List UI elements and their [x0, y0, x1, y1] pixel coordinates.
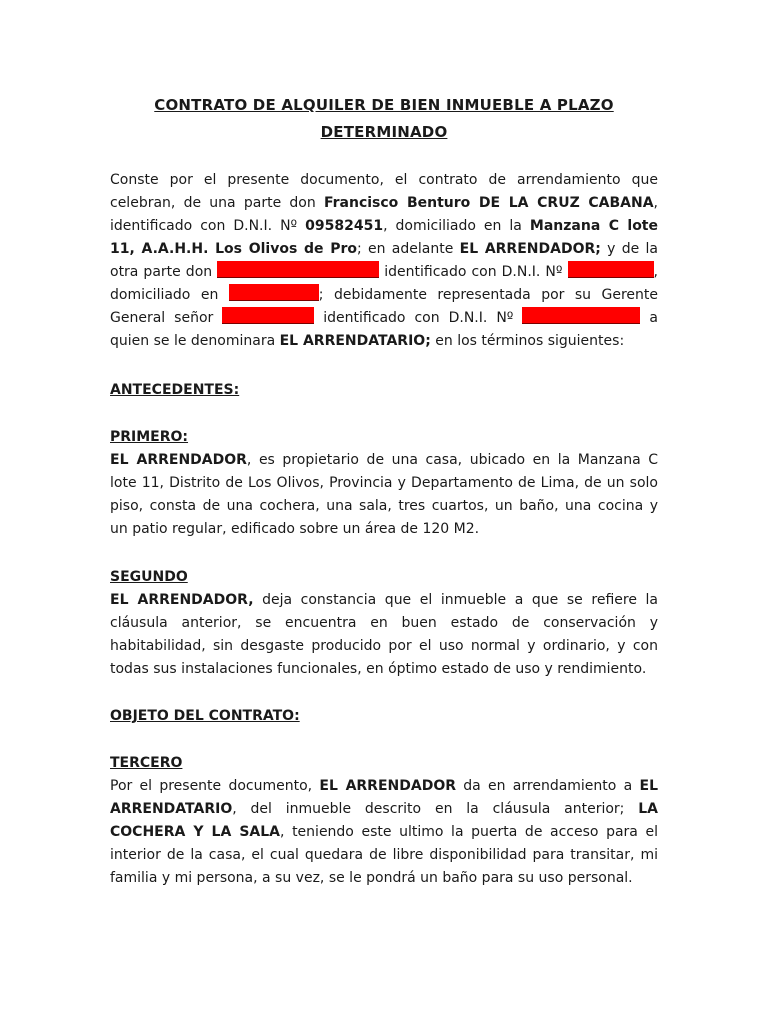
tercero-line-2: ARRENDATARIO, del inmueble descrito en la cláusula anterior; LA — [110, 801, 659, 817]
intro-line-4: 11, A.A.H.H. Los Olivos de Pro; en adelante EL ARRENDADOR; y de la — [110, 241, 658, 257]
redacted-manager-dni — [522, 307, 640, 324]
intro-line-1: Conste por el presente documento, el contrato de arrendamiento que — [110, 172, 658, 188]
lessor-address: 11, A.A.H.H. Los Olivos de Pro — [110, 241, 358, 257]
tercero-line-3: COCHERA Y LA SALA, teniendo este ultimo la puerta de acceso para el — [110, 824, 658, 840]
intro-line-2: celebran, de una parte don Francisco Benturo DE LA CRUZ CABANA, — [110, 195, 658, 211]
redacted-lessee-name — [217, 261, 379, 278]
redacted-manager-name — [222, 307, 314, 324]
redacted-lessee-address — [229, 284, 319, 301]
segundo-line-1: EL ARRENDADOR, deja constancia que el inmueble a que se refiere la — [110, 592, 658, 608]
objeto-heading: OBJETO DEL CONTRATO: — [110, 708, 300, 724]
document-title: CONTRATO DE ALQUILER DE BIEN INMUEBLE A PLAZO DETERMINADO — [154, 96, 614, 141]
redacted-lessee-dni — [568, 261, 654, 278]
lessor-name: Francisco Benturo DE LA CRUZ CABANA — [323, 195, 654, 211]
intro-line-6: domiciliado en ; debidamente representada por su Gerente — [110, 284, 658, 307]
intro-line-7: General señor identificado con D.N.I. Nº a — [110, 307, 658, 330]
segundo-line-2: cláusula anterior, se encuentra en buen estado de conservación y — [110, 615, 658, 631]
primero-line-1: EL ARRENDADOR, es propietario de una casa, ubicado en la Manzana C — [110, 452, 659, 468]
tercero-line-1: Por el presente documento, EL ARRENDADOR da en arrendamiento a EL — [110, 778, 658, 794]
intro-line-5: otra parte don identificado con D.N.I. Nº , — [110, 261, 658, 284]
intro-line-3: identificado con D.N.I. Nº 09582451, domiciliado en la Manzana C lote — [110, 218, 658, 234]
tercero-heading: TERCERO — [110, 755, 183, 771]
intro-line-8: quien se le denominara EL ARRENDATARIO; en los términos siguientes: — [110, 333, 625, 349]
segundo-line-4: todas sus instalaciones funcionales, en óptimo estado de uso y rendimiento. — [110, 661, 647, 677]
primero-line-4: un patio regular, edificado sobre un área de 120 M2. — [110, 521, 480, 537]
tercero-line-4: interior de la casa, el cual quedara de libre disponibilidad para transitar, mi — [110, 847, 658, 863]
primero-heading: PRIMERO: — [110, 429, 189, 445]
lessor-dni: 09582451 — [305, 218, 384, 234]
tercero-line-5: familia y mi persona, a su vez, se le pondrá un baño para su uso personal. — [110, 870, 633, 886]
segundo-line-3: habitabilidad, sin desgaste producido por el uso normal y ordinario, y con — [110, 638, 658, 654]
primero-line-3: piso, consta de una cochera, una sala, tres cuartos, un baño, una cocina y — [110, 498, 658, 514]
segundo-heading: SEGUNDO — [110, 569, 188, 585]
antecedentes-heading: ANTECEDENTES: — [110, 382, 240, 398]
primero-line-2: lote 11, Distrito de Los Olivos, Provincia y Departamento de Lima, de un solo — [110, 475, 658, 491]
